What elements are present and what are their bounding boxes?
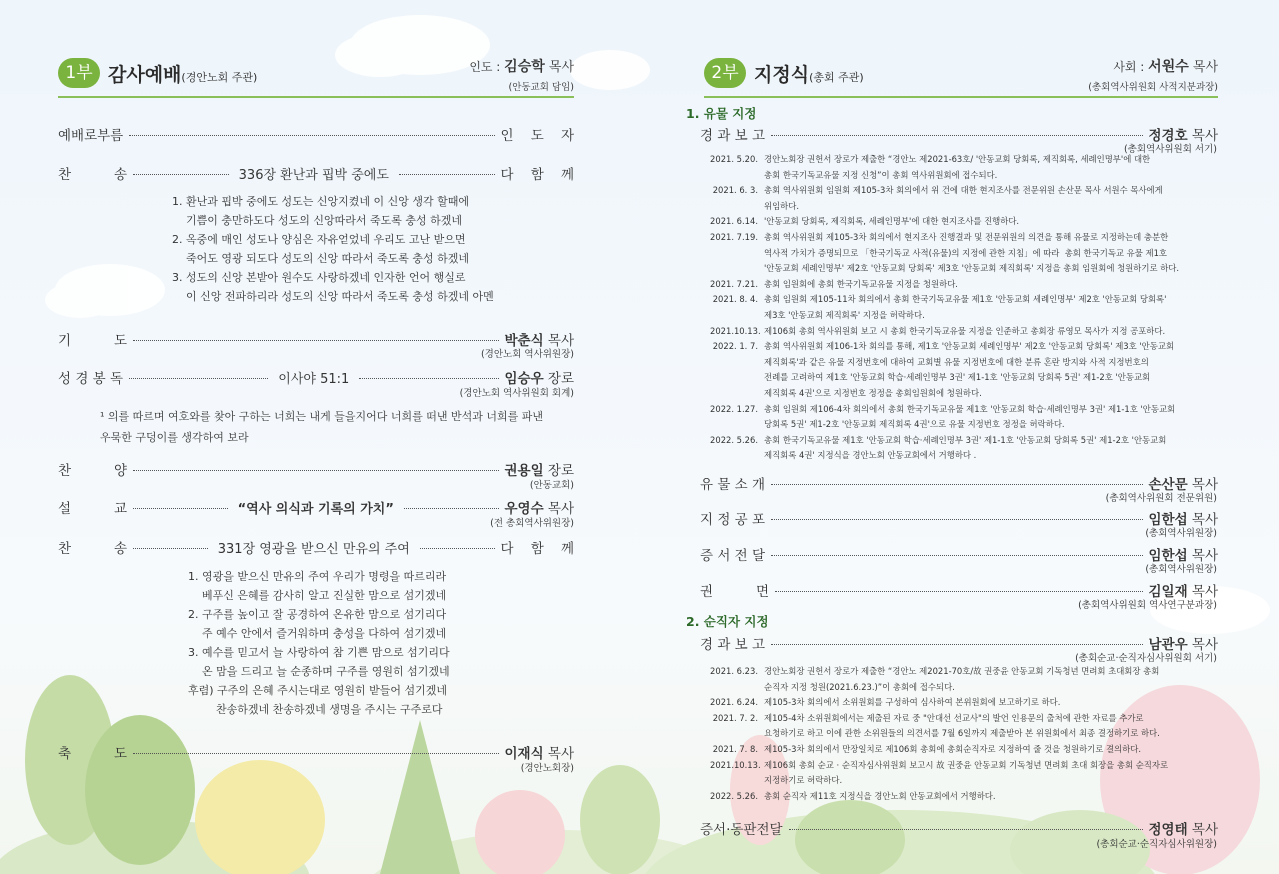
program-item-certificate-delivery [700, 544, 1218, 564]
scripture-line: ¹ 의를 따르며 여호와를 찾아 구하는 너희는 내게 들을지어다 너희를 떠낸 반석과 너희를 파낸 [100, 410, 544, 423]
person-role: 목사 [1187, 512, 1218, 528]
person-affiliation: (총회순교·순직자심사위원장) [1096, 839, 1217, 850]
program-item-benediction [58, 742, 574, 762]
program-item-value: 인 도 자 [500, 128, 574, 144]
person-role: 장로 [543, 463, 574, 479]
dotted-leader [789, 829, 1143, 830]
part2-title [754, 60, 864, 87]
program-item-label: 유 물 소 개 [700, 477, 766, 493]
section-title-artifact: 1. 유물 지정 [686, 106, 757, 121]
person-name: 손산문 [1148, 477, 1188, 493]
part1-title-sub: (경안노회 주관) [181, 71, 258, 84]
history-text: 경안노회장 권헌서 장로가 제출한 “경안노 제2021-63호/ '안동교회 당회록, 제직회록, 세례인명부'에 대한 총회 한국기독교유물 지정 신청”이 총회 역사위원회에 접수되다. [764, 154, 1151, 180]
person-role: 목사 [1187, 128, 1218, 144]
lyric-line: 이 신앙 전파하리라 성도의 신앙 따라서 죽도록 충성 하겠네 아멘 [172, 290, 494, 303]
part1-title [108, 60, 257, 87]
dotted-leader [399, 174, 495, 175]
history-entry [710, 664, 1210, 695]
history-entry [710, 324, 1210, 340]
part2-leader [1088, 56, 1218, 93]
history-text: 총회 임원회에 총회 한국기독교유물 지정을 청원하다. [764, 278, 958, 289]
program-item-hymn-1 [58, 163, 574, 183]
person-name: 정영태 [1148, 822, 1188, 838]
program-item-label: 찬 송 [58, 167, 127, 183]
person-name: 남관우 [1148, 637, 1188, 653]
program-item-label: 권 면 [700, 584, 769, 600]
program-item-plaque-delivery [700, 818, 1218, 838]
leader-name: 김승학 [504, 59, 545, 75]
person-role: 목사 [1187, 548, 1218, 564]
hymn-331-lyrics [188, 567, 450, 719]
person-name: 김일재 [1148, 584, 1188, 600]
person-role: 목사 [543, 333, 574, 349]
program-item-label: 증 서 전 달 [700, 548, 766, 564]
history-date: 2021. 7.21. [710, 278, 758, 289]
part2-title-sub: (총회 주관) [809, 71, 864, 84]
person-role: 목사 [1187, 822, 1218, 838]
dotted-leader [771, 519, 1142, 520]
history-entry [710, 711, 1210, 742]
program-item-label: 기 도 [58, 333, 127, 349]
person-affiliation: (총회역사위원회 전문위원) [1105, 493, 1217, 504]
history-text: 총회 역사위원회 제105-3차 회의에서 현지조사 진행결과 및 전문위원의 의견을 통해 유물로 지정하는데 충분한 역사적 가치가 증명되므로 「한국기독교 사적(유물)의 지정에 관한 지침」에 따라 총회 한국기독교 유물 제1호 '안동교회 세례인명부' 제2호 '안동교회 당회록' 제3호 '안동교회 제직회록' 지정을 총회 임원회에 청원하기로 하다. [764, 231, 1180, 274]
history-date: 2021. 5.20. [710, 154, 758, 164]
sermon-title: “역사 의식과 기록의 가치” [237, 502, 394, 517]
history-entry [710, 230, 1210, 277]
dotted-leader [771, 135, 1142, 136]
dotted-leader [775, 591, 1143, 592]
history-date: 2022. 1.27. [710, 403, 758, 414]
lyric-line: 찬송하겠네 찬송하겠네 생명을 주시는 구주로다 [188, 703, 443, 716]
history-entry [710, 742, 1210, 758]
person-name: 임한섭 [1148, 548, 1188, 564]
history-date: 2021. 7. 2. [712, 712, 758, 723]
history-date: 2021. 6. 3. [712, 185, 758, 196]
part1-title-text: 감사예배 [108, 64, 182, 86]
program-item-call-to-worship [58, 124, 574, 144]
history-date: 2021. 7.19. [710, 231, 758, 242]
lyric-line: 주 예수 안에서 즐거워하며 충성을 다하여 섬기겠네 [188, 627, 447, 640]
lyric-line: 2. 옥중에 매인 성도나 양심은 자유얻었네 우리도 고난 받으면 [172, 233, 466, 246]
history-text: 총회 임원회 제106-4차 회의에서 총회 한국기독교유물 제1호 '안동교회 학습·세례인명부 3권' 제1-1호 '안동교회 당회록 5권' 제1-2호 '안동교회 제직회록 4권'으로 유물 지정번호 정정을 허락하다. [764, 403, 1176, 430]
history-entry [710, 789, 1210, 805]
part2-badge: 2부 [704, 58, 746, 88]
history-text: 총회 순직자 제11호 지정식을 경안노회 안동교회에서 거행하다. [764, 790, 996, 801]
history-text: 총회 임원회 제105-11차 회의에서 총회 한국기독교유물 제1호 '안동교회 세례인명부' 제2호 '안동교회 당회록' 제3호 '안동교회 제직회록' 지정을 허락하다. [764, 294, 1167, 320]
leader-label: 사회 : [1113, 60, 1149, 74]
hymn-336-lyrics [172, 192, 494, 306]
program-item-designation-announcement [700, 508, 1218, 528]
dotted-leader [133, 548, 208, 549]
history-text: 총회 역사위원회 임원회 제105-3차 회의에서 위 건에 대한 현지조사를 전문위원 손산문 목사 서원수 목사에게 위임하다. [764, 185, 1163, 211]
history-entry [710, 183, 1210, 214]
person-affiliation: (경안노회 역사위원회 회계) [459, 388, 574, 399]
lyric-line: 1. 영광을 받으신 만유의 주여 우리가 명령을 따르리라 [188, 570, 447, 583]
dotted-leader [359, 378, 498, 379]
martyr-history-list [710, 664, 1210, 804]
history-date: 2022. 1. 7. [712, 341, 758, 352]
history-date: 2021. 7. 8. [712, 743, 758, 754]
leader-role: 목사 [544, 60, 574, 75]
lyric-line: 후렴) 구주의 은혜 주시는대로 영원히 받들어 섬기겠네 [188, 684, 448, 697]
part2-page [640, 0, 1279, 874]
person-affiliation: (경안노회 역사위원장) [480, 349, 574, 360]
part2-header [704, 56, 1218, 98]
dotted-leader [133, 753, 499, 754]
program-item-label: 지 정 공 포 [700, 512, 766, 528]
lyric-line: 온 맘을 드리고 늘 순종하며 구주를 영원히 섬기겠네 [188, 665, 450, 678]
part2-title-text: 지정식 [754, 64, 810, 86]
part1-header [58, 56, 574, 98]
person-affiliation: (총회역사위원회 서기) [1123, 144, 1217, 155]
person-name: 정경호 [1148, 128, 1188, 144]
program-item-scripture [58, 367, 574, 387]
history-text: '안동교회 당회록, 제직회록, 세례인명부'에 대한 현지조사를 진행하다. [764, 216, 1020, 227]
program-item-label: 찬 양 [58, 463, 127, 479]
program-item-label: 성 경 봉 독 [58, 371, 124, 387]
scripture-line: 우묵한 구덩이를 생각하여 보라 [100, 431, 249, 444]
person-name: 임승우 [504, 371, 544, 387]
person-name: 권용일 [504, 463, 544, 479]
person-affiliation: (경안노회장) [520, 763, 574, 774]
person-name: 우영수 [504, 501, 544, 517]
program-item-label: 찬 송 [58, 541, 127, 557]
program-item-label: 축 도 [58, 746, 127, 762]
history-entry [710, 277, 1210, 293]
dotted-leader [133, 340, 499, 341]
program-item-label: 예배로부름 [58, 128, 124, 144]
lyric-line: 3. 예수를 믿고서 늘 사랑하여 참 기쁜 맘으로 섬기리다 [188, 646, 450, 659]
person-affiliation: (총회역사위원장) [1145, 528, 1217, 539]
person-name: 임한섭 [1148, 512, 1188, 528]
program-item-hymn-2 [58, 537, 574, 557]
dotted-leader [133, 174, 229, 175]
lyric-line: 3. 성도의 신앙 본받아 원수도 사랑하겠네 인자한 언어 행실로 [172, 271, 466, 284]
dotted-leader [129, 378, 268, 379]
dotted-leader [771, 555, 1142, 556]
program-item-sermon [58, 497, 574, 517]
person-role: 목사 [543, 501, 574, 517]
history-entry [710, 433, 1210, 464]
person-affiliation: (안동교회) [529, 480, 574, 491]
person-role: 목사 [1187, 637, 1218, 653]
history-entry [710, 292, 1210, 323]
history-text: 경안노회장 권헌서 장로가 제출한 “경안노 제2021-70호/故 권중윤 안동교회 기독청년 면려회 초대회장 총회 순직자 지정 청원(2021.6.23.)”이 총회에 접수되다. [764, 666, 1160, 692]
history-text: 제106회 총회 역사위원회 보고 시 총회 한국기독교유물 지정을 인준하고 총회장 류영모 목사가 지정 공포하다. [764, 325, 1166, 336]
dotted-leader [133, 470, 499, 471]
part1-leader [469, 56, 574, 93]
part1-badge: 1부 [58, 58, 100, 88]
program-item-praise [58, 459, 574, 479]
history-date: 2021. 6.14. [710, 216, 758, 227]
dotted-leader [133, 508, 228, 509]
program-item-label: 경 과 보 고 [700, 637, 766, 653]
history-entry [710, 152, 1210, 183]
history-entry [710, 214, 1210, 230]
person-role: 목사 [1187, 477, 1218, 493]
person-name: 이재식 [504, 746, 544, 762]
program-item-detail: 331장 영광을 받으신 만유의 주여 [217, 542, 410, 557]
history-entry [710, 695, 1210, 711]
history-date: 2022. 5.26. [710, 790, 758, 801]
history-date: 2021.10.13. [710, 759, 761, 770]
lyric-line: 죽어도 영광 되도다 성도의 신앙 따라서 죽도록 충성 하겠네 [172, 252, 469, 265]
history-text: 제105-4차 소위원회에서는 제출된 자료 중 "안대선 선교사"의 발언 인용문의 출처에 관한 자료를 추가로 요청하기로 하고 이에 관한 소위원들의 의견서를 7월 6일까지 제출받아 본 위원회에서 최종 결정하기로 하다. [764, 712, 1160, 739]
leader-label: 인도 : [469, 60, 505, 74]
dotted-leader [771, 644, 1142, 645]
leader-affiliation: (안동교회 담임) [508, 82, 574, 93]
person-affiliation: (총회역사위원회 역사연구분과장) [1078, 600, 1217, 611]
history-date: 2021. 6.23. [710, 666, 758, 676]
history-text: 제105-3차 회의에서 만장일치로 제106회 총회에 총회순직자로 지정하여 줄 것을 청원하기로 결의하다. [764, 743, 1142, 754]
history-entry [710, 339, 1210, 401]
program-item-label: 설 교 [58, 501, 127, 517]
leader-role: 목사 [1188, 60, 1218, 75]
history-text: 제105-3차 회의에서 소위원회를 구성하여 심사하여 본위원회에 보고하기로 하다. [764, 697, 1061, 708]
dotted-leader [420, 548, 495, 549]
program-item-detail: 336장 환난과 핍박 중에도 [238, 168, 389, 183]
person-role: 장로 [543, 371, 575, 387]
lyric-line: 1. 환난과 핍박 중에도 성도는 신앙지켰네 이 신앙 생각 할때에 [172, 195, 469, 208]
history-text: 총회 한국기독교유물 제1호 '안동교회 학습·세례인명부 3권' 제1-1호 '안동교회 당회록 5권' 제1-2호 '안동교회 제직회록 4권' 지정식을 경안노회 안동교회에서 거행하다 . [764, 434, 1167, 461]
dotted-leader [771, 484, 1142, 485]
section-title-martyr: 2. 순직자 지정 [686, 614, 769, 629]
history-entry [710, 402, 1210, 433]
history-date: 2021.10.13. [710, 325, 761, 336]
history-entry [710, 758, 1210, 789]
lyric-line: 기쁨이 충만하도다 성도의 신앙따라서 죽도록 충성 하겠네 [172, 214, 462, 227]
lyric-line: 베푸신 은혜를 감사히 알고 진실한 맘으로 섬기겠네 [188, 589, 447, 602]
history-date: 2021. 8. 4. [712, 294, 758, 305]
person-name: 박춘식 [504, 333, 544, 349]
history-text: 총회 역사위원회 제106-1차 회의를 통해, 제1호 '안동교회 세례인명부' 제2호 '안동교회 당회록' 제3호 '안동교회 제직회록'과 같은 유물 지정번호에 대하여 교회별 유물 지정번호에 대한 분류 혼란 방지와 사적 지정번호의 전례를 고려하여 제1호 '안동교회 학습·세례인명부 3권' 제1-1호 '안동교회 당회록 5권' 제1-2호 '안동교회 제직회록 4권'으로 지정번호 정정을 총회임원회에 청원하다. [764, 341, 1175, 398]
person-role: 목사 [543, 746, 574, 762]
dotted-leader [129, 135, 494, 136]
program-item-label: 경 과 보 고 [700, 128, 766, 144]
lyric-line: 2. 구주를 높이고 잘 공경하여 온유한 맘으로 섬기리다 [188, 608, 447, 621]
scripture-text [100, 406, 543, 448]
leader-affiliation: (총회역사위원회 사적지분과장) [1088, 82, 1218, 93]
program-item-value: 다 함 께 [500, 541, 574, 557]
program-item-detail: 이사야 51:1 [278, 372, 350, 387]
program-item-label: 증서·동판전달 [700, 822, 783, 838]
person-affiliation: (총회순교·순직자심사위원회 서기) [1075, 653, 1217, 664]
person-affiliation: (전 총회역사위원장) [490, 518, 574, 529]
history-date: 2021. 6.24. [710, 697, 758, 708]
artifact-history-list [710, 152, 1210, 464]
program-item-value: 다 함 께 [500, 167, 574, 183]
leader-name: 서원수 [1148, 59, 1189, 75]
history-text: 제106회 총회 순교 · 순직자심사위원회 보고시 故 권중윤 안동교회 기독청년 면려회 초대 회장을 총회 순직자로 지정하기로 허락하다. [764, 759, 1169, 786]
person-role: 목사 [1187, 584, 1218, 600]
history-date: 2022. 5.26. [710, 434, 758, 445]
person-affiliation: (총회역사위원장) [1145, 564, 1217, 575]
dotted-leader [404, 508, 499, 509]
